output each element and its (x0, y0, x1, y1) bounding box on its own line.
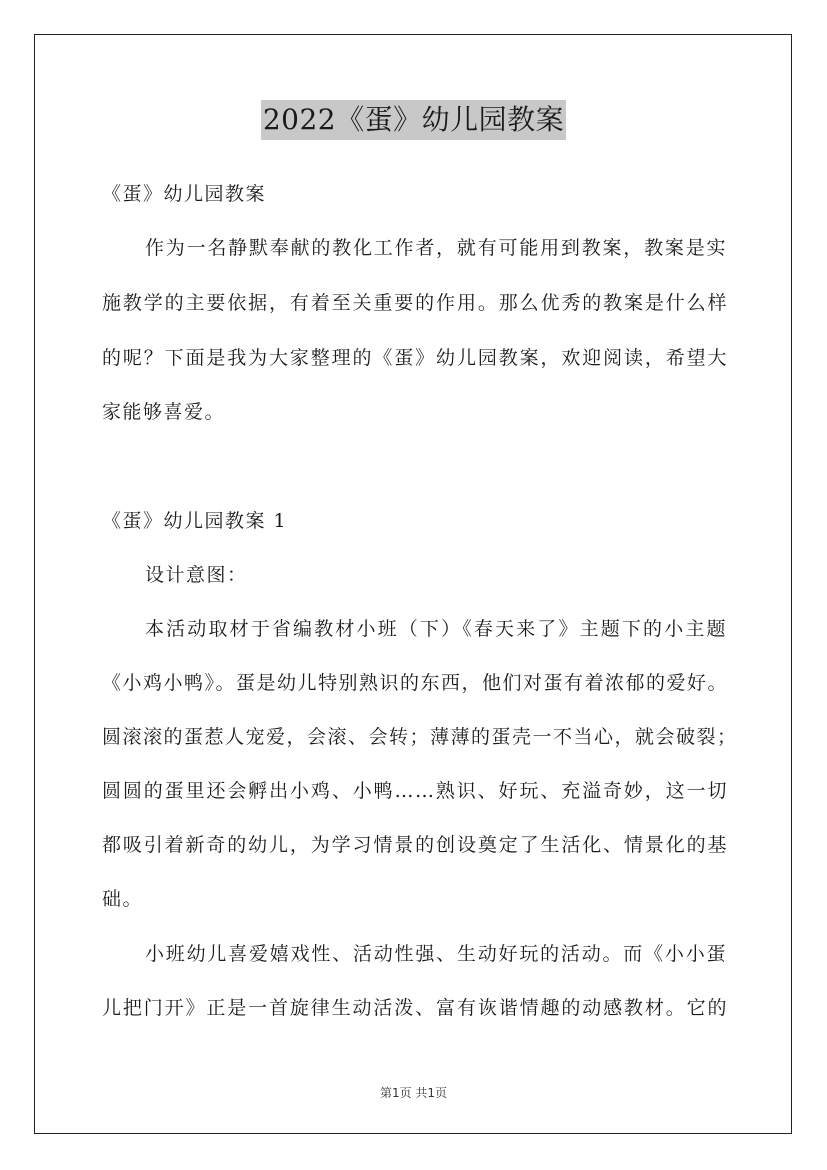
para1-line-3: 圆滚滚的蛋惹人宠爱，会滚、会转；薄薄的蛋壳一不当心，就会破裂； (102, 726, 738, 748)
design-intent-label: 设计意图： (145, 564, 248, 586)
document-subtitle: 《蛋》幼儿园教案 (102, 183, 267, 205)
para1-line-2: 《小鸡小鸭》。蛋是幼儿特别熟识的东西，他们对蛋有着浓郁的爱好。 (102, 672, 729, 694)
document-title: 2022《蛋》幼儿园教案 (261, 100, 566, 140)
para1-line-4: 圆圆的蛋里还会孵出小鸡、小鸭……熟识、好玩、充溢奇妙，这一切 (102, 780, 728, 802)
intro-line-4: 家能够喜爱。 (102, 401, 226, 423)
intro-line-2: 施教学的主要依据，有着至关重要的作用。那么优秀的教案是什么样 (102, 292, 728, 314)
para1-line-5: 都吸引着新奇的幼儿，为学习情景的创设奠定了生活化、情景化的基 (102, 834, 728, 856)
para1-line-6: 础。 (102, 888, 144, 910)
intro-line-1: 作为一名静默奉献的教化工作者，就有可能用到教案，教案是实 (145, 237, 727, 259)
page-footer: 第1页 共1页 (379, 1086, 448, 1100)
para2-line-2: 儿把门开》正是一首旋律生动活泼、富有诙谐情趣的动感教材。它的 (102, 997, 728, 1019)
para2-line-1: 小班幼儿喜爱嬉戏性、活动性强、生动好玩的活动。而《小小蛋 (145, 943, 727, 965)
para1-line-1: 本活动取材于省编教材小班（下）《春天来了》主题下的小主题 (145, 618, 727, 640)
section-heading: 《蛋》幼儿园教案 1 (102, 510, 288, 532)
title-wrap (0, 100, 827, 140)
intro-line-3: 的呢？下面是我为大家整理的《蛋》幼儿园教案，欢迎阅读，希望大 (102, 347, 728, 369)
